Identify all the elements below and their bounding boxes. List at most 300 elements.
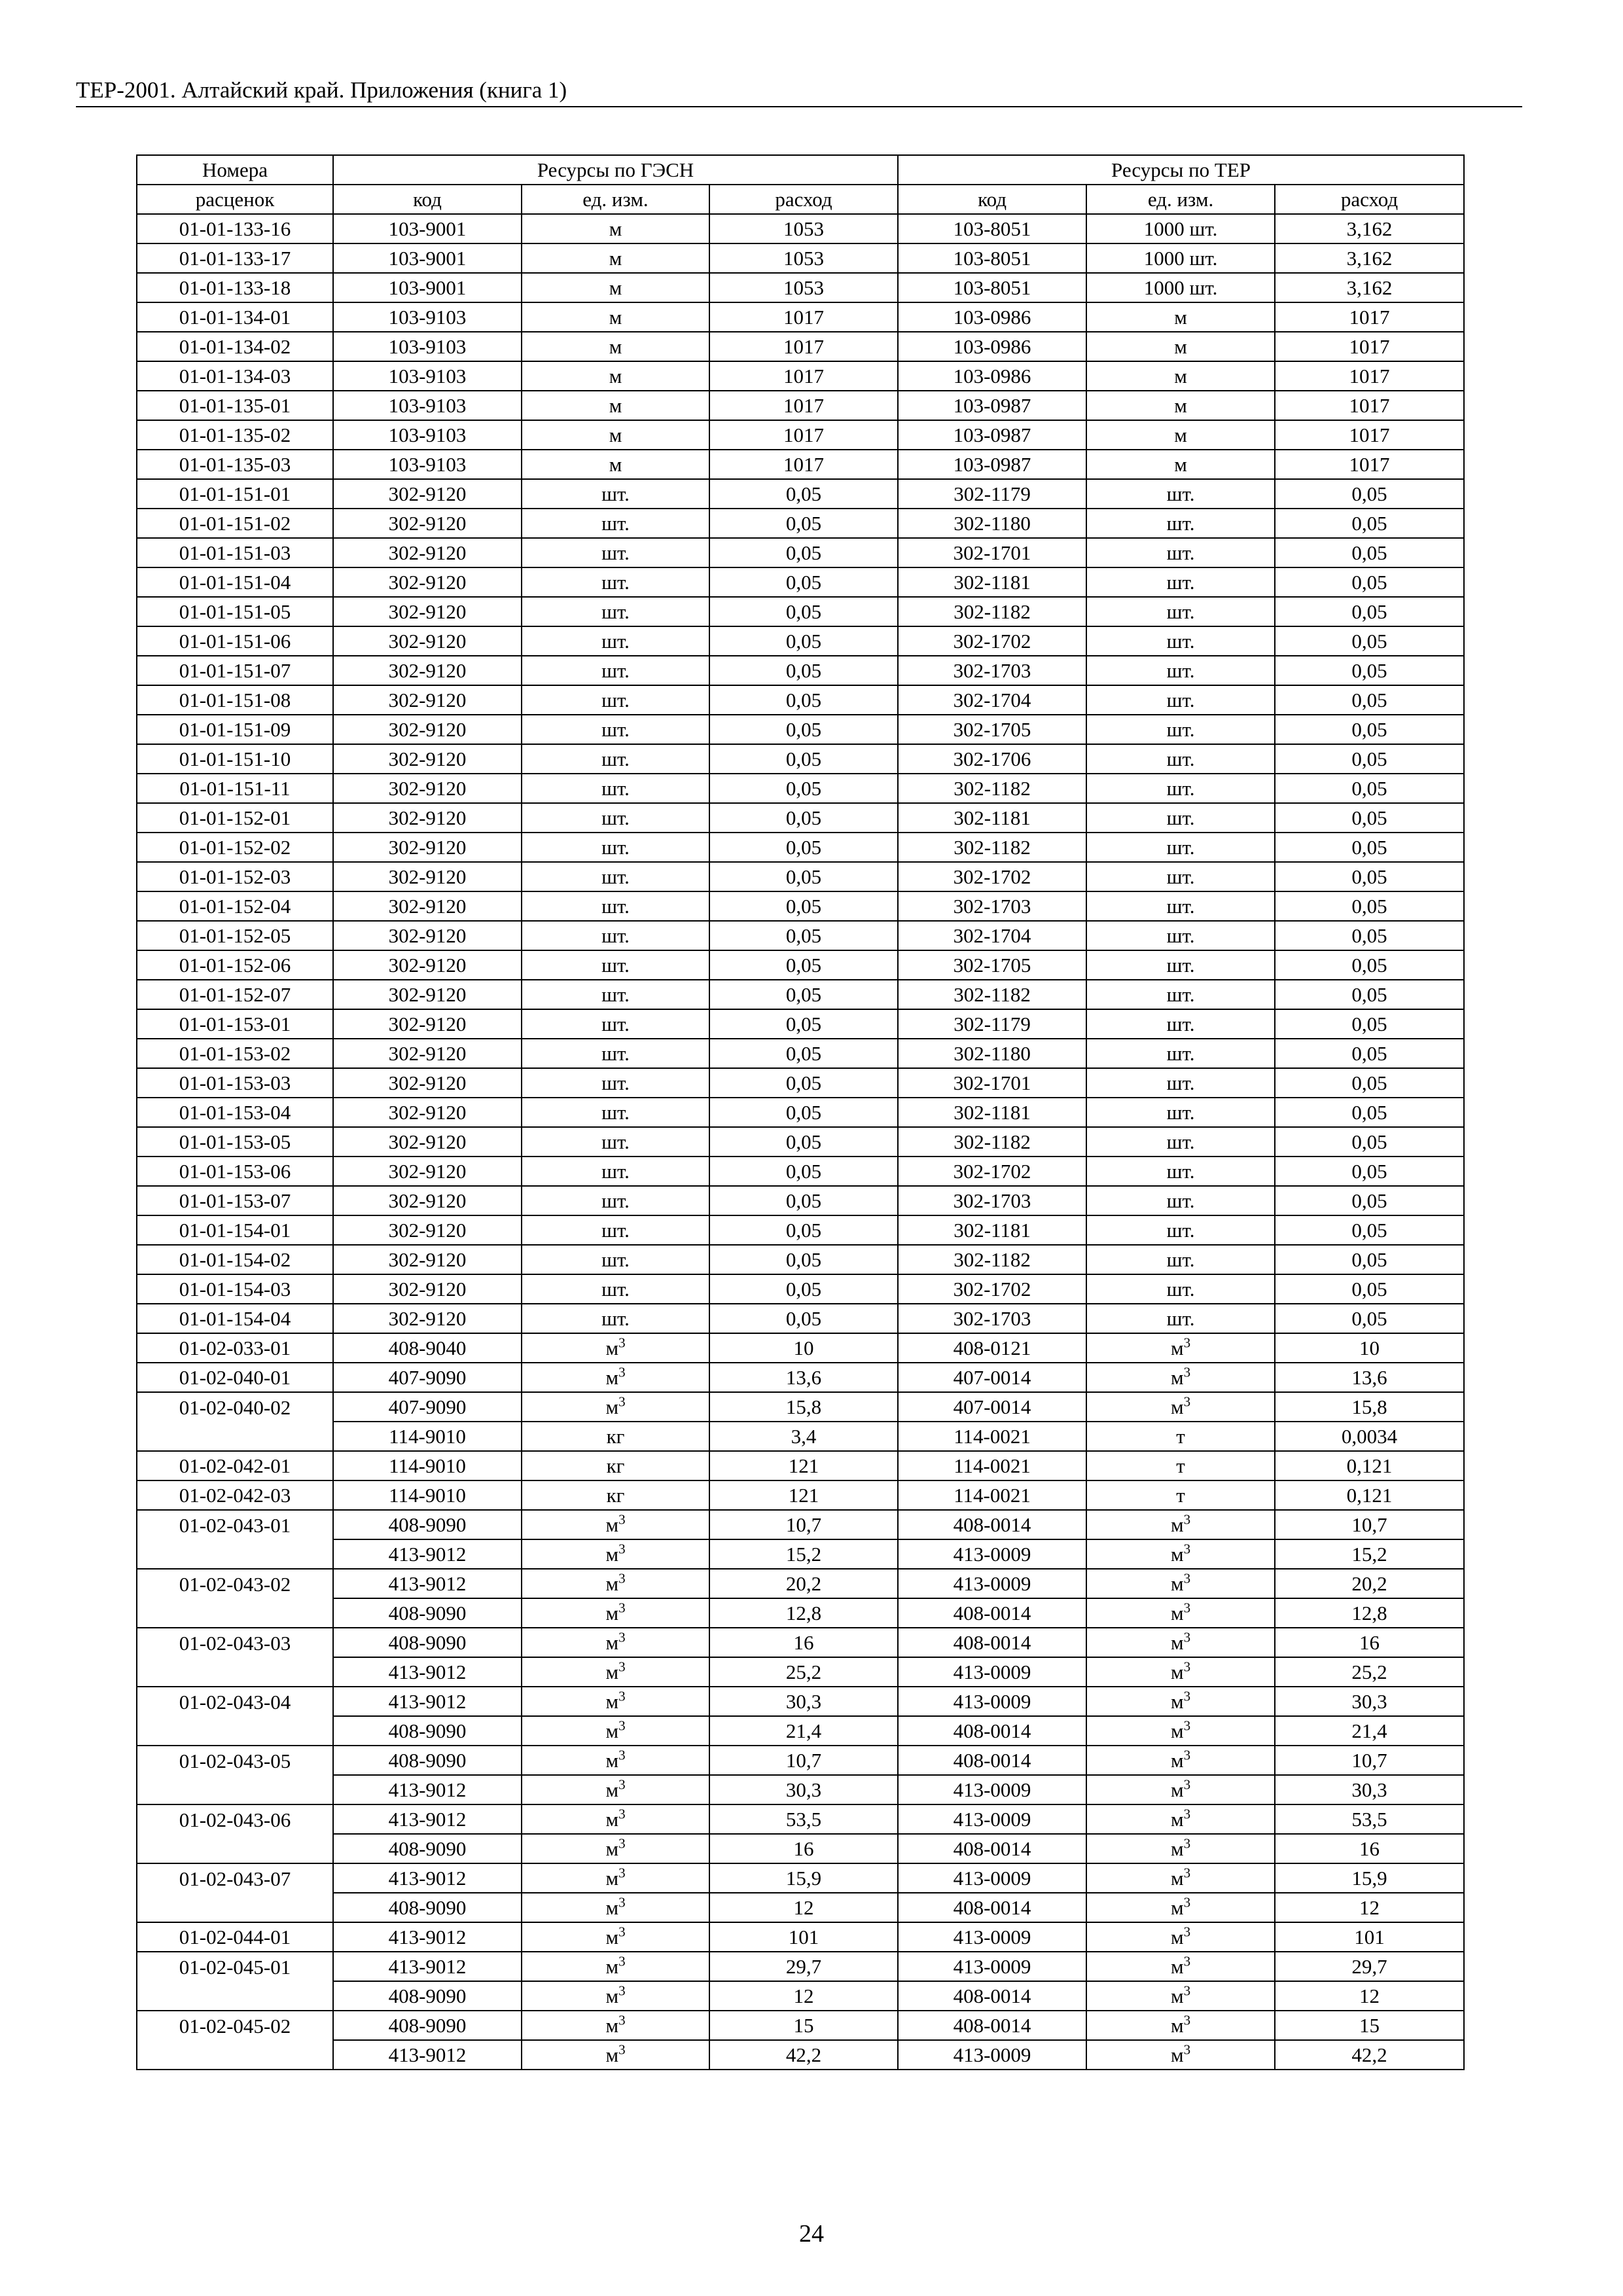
ter-amount-cell: 0,05 (1275, 656, 1464, 685)
gesn-unit-cell: $м^3$ (522, 1392, 709, 1422)
ter-code-header: код (898, 185, 1086, 214)
rate-number-cell: 01-02-042-03 (137, 1480, 333, 1510)
ter-unit-cell: шт. (1086, 921, 1275, 950)
ter-unit-cell: шт. (1086, 1098, 1275, 1127)
ter-unit-cell: шт. (1086, 774, 1275, 803)
gesn-amount-cell: 0,05 (709, 656, 898, 685)
table-row (137, 774, 1464, 803)
ter-unit-cell: м (1086, 450, 1275, 479)
gesn-unit-cell: шт. (522, 656, 709, 685)
ter-code-cell: 413-0009 (898, 1539, 1086, 1569)
ter-amount-cell: 0,05 (1275, 538, 1464, 567)
ter-amount-cell: 53,5 (1275, 1804, 1464, 1834)
ter-amount-cell: 0,05 (1275, 1215, 1464, 1245)
rate-number-cell: 01-01-152-05 (137, 921, 333, 950)
table-row (137, 567, 1464, 597)
gesn-amount-cell: 1017 (709, 391, 898, 420)
ter-unit-cell: $м^3$ (1086, 1539, 1275, 1569)
ter-unit-cell: $м^3$ (1086, 1363, 1275, 1392)
ter-code-cell: 408-0014 (898, 1834, 1086, 1863)
gesn-amount-cell: 0,05 (709, 597, 898, 626)
gesn-unit-cell: $м^3$ (522, 1598, 709, 1628)
table-row (137, 214, 1464, 243)
ter-amount-cell: 0,05 (1275, 1039, 1464, 1068)
table-row (137, 1746, 1464, 1775)
gesn-amount-cell: 0,05 (709, 1186, 898, 1215)
gesn-unit-cell: $м^3$ (522, 1687, 709, 1716)
gesn-code-cell: 103-9001 (333, 214, 522, 243)
ter-code-cell: 114-0021 (898, 1451, 1086, 1480)
gesn-unit-cell: шт. (522, 1039, 709, 1068)
ter-code-cell: 302-1182 (898, 597, 1086, 626)
gesn-code-cell: 302-9120 (333, 1186, 522, 1215)
ter-code-cell: 302-1179 (898, 1009, 1086, 1039)
gesn-amount-cell: 121 (709, 1480, 898, 1510)
ter-unit-cell: шт. (1086, 1245, 1275, 1274)
rate-number-cell (137, 1422, 333, 1451)
rate-number-cell: 01-01-153-01 (137, 1009, 333, 1039)
gesn-code-cell: 302-9120 (333, 715, 522, 744)
gesn-unit-cell: м (522, 214, 709, 243)
ter-amount-cell: 16 (1275, 1628, 1464, 1657)
ter-amount-cell: 0,05 (1275, 1157, 1464, 1186)
ter-unit-cell: шт. (1086, 685, 1275, 715)
table-row (137, 597, 1464, 626)
gesn-amount-cell: 0,05 (709, 744, 898, 774)
ter-code-cell: 408-0014 (898, 1746, 1086, 1775)
ter-amount-cell: 0,05 (1275, 774, 1464, 803)
ter-code-cell: 302-1181 (898, 567, 1086, 597)
ter-code-cell: 302-1701 (898, 1068, 1086, 1098)
gesn-code-cell: 302-9120 (333, 1304, 522, 1333)
gesn-amount-cell: 1017 (709, 302, 898, 332)
ter-amount-header: расход (1275, 185, 1464, 214)
gesn-amount-cell: 0,05 (709, 509, 898, 538)
gesn-unit-cell: $м^3$ (522, 1746, 709, 1775)
table-row (137, 509, 1464, 538)
table-row (137, 302, 1464, 332)
gesn-unit-cell: шт. (522, 1215, 709, 1245)
gesn-amount-cell: 10,7 (709, 1746, 898, 1775)
gesn-unit-cell: $м^3$ (522, 1628, 709, 1657)
gesn-amount-cell: 53,5 (709, 1804, 898, 1834)
gesn-code-cell: 302-9120 (333, 1245, 522, 1274)
ter-unit-cell: шт. (1086, 1039, 1275, 1068)
table-row (137, 1157, 1464, 1186)
ter-unit-cell: шт. (1086, 1274, 1275, 1304)
ter-unit-cell: шт. (1086, 803, 1275, 833)
gesn-code-cell: 408-9090 (333, 1893, 522, 1922)
rate-number-cell: 01-02-033-01 (137, 1333, 333, 1363)
table-row (137, 1834, 1464, 1863)
gesn-unit-cell: $м^3$ (522, 1922, 709, 1952)
ter-amount-cell: 0,05 (1275, 744, 1464, 774)
table-row (137, 1009, 1464, 1039)
gesn-code-cell: 408-9090 (333, 1628, 522, 1657)
ter-code-cell: 302-1182 (898, 833, 1086, 862)
gesn-unit-cell: $м^3$ (522, 2040, 709, 2070)
table-row (137, 685, 1464, 715)
rate-number-cell: 01-01-151-09 (137, 715, 333, 744)
rate-number-cell: 01-01-133-17 (137, 243, 333, 273)
gesn-amount-cell: 15,2 (709, 1539, 898, 1569)
ter-code-cell: 302-1702 (898, 862, 1086, 891)
table-header-row-1 (137, 155, 1464, 185)
rate-number-cell: 01-01-135-03 (137, 450, 333, 479)
ter-amount-cell: 3,162 (1275, 273, 1464, 302)
rate-number-cell (137, 1598, 333, 1628)
ter-code-cell: 413-0009 (898, 1952, 1086, 1981)
rate-number-cell: 01-02-040-01 (137, 1363, 333, 1392)
ter-code-cell: 302-1179 (898, 479, 1086, 509)
ter-unit-cell: $м^3$ (1086, 1333, 1275, 1363)
gesn-unit-cell: $м^3$ (522, 1893, 709, 1922)
ter-amount-cell: 0,05 (1275, 1304, 1464, 1333)
ter-amount-cell: 0,05 (1275, 685, 1464, 715)
rate-number-cell: 01-01-152-04 (137, 891, 333, 921)
ter-unit-cell: шт. (1086, 833, 1275, 862)
gesn-code-cell: 413-9012 (333, 1863, 522, 1893)
table-row (137, 1510, 1464, 1539)
table-row (137, 1392, 1464, 1422)
ter-amount-cell: 29,7 (1275, 1952, 1464, 1981)
gesn-amount-cell: 1053 (709, 214, 898, 243)
table-row (137, 744, 1464, 774)
gesn-amount-cell: 30,3 (709, 1687, 898, 1716)
ter-amount-cell: 0,121 (1275, 1451, 1464, 1480)
gesn-unit-cell: шт. (522, 626, 709, 656)
gesn-amount-cell: 0,05 (709, 1245, 898, 1274)
gesn-unit-cell: кг (522, 1422, 709, 1451)
table-row (137, 1333, 1464, 1363)
gesn-amount-cell: 1017 (709, 420, 898, 450)
gesn-amount-cell: 0,05 (709, 833, 898, 862)
gesn-amount-cell: 0,05 (709, 774, 898, 803)
gesn-unit-cell: шт. (522, 1009, 709, 1039)
ter-unit-cell: м (1086, 302, 1275, 332)
gesn-code-cell: 302-9120 (333, 538, 522, 567)
gesn-unit-cell: шт. (522, 1245, 709, 1274)
ter-code-cell: 302-1704 (898, 685, 1086, 715)
gesn-unit-cell: кг (522, 1451, 709, 1480)
gesn-code-cell: 408-9040 (333, 1333, 522, 1363)
gesn-code-cell: 413-9012 (333, 1657, 522, 1687)
ter-code-cell: 114-0021 (898, 1480, 1086, 1510)
gesn-code-cell: 408-9090 (333, 1510, 522, 1539)
ter-amount-cell: 1017 (1275, 420, 1464, 450)
ter-code-cell: 103-0987 (898, 420, 1086, 450)
gesn-unit-cell: шт. (522, 921, 709, 950)
gesn-unit-cell: $м^3$ (522, 1510, 709, 1539)
ter-amount-cell: 1017 (1275, 302, 1464, 332)
gesn-amount-cell: 0,05 (709, 1304, 898, 1333)
ter-code-cell: 408-0014 (898, 1893, 1086, 1922)
gesn-code-cell: 413-9012 (333, 2040, 522, 2070)
gesn-amount-cell: 1017 (709, 361, 898, 391)
gesn-code-cell: 302-9120 (333, 597, 522, 626)
ter-code-cell: 302-1705 (898, 950, 1086, 980)
ter-amount-cell: 0,05 (1275, 1098, 1464, 1127)
gesn-code-cell: 302-9120 (333, 774, 522, 803)
rate-number-cell: 01-01-153-07 (137, 1186, 333, 1215)
ter-amount-cell: 30,3 (1275, 1687, 1464, 1716)
ter-code-cell: 103-0986 (898, 332, 1086, 361)
table-row (137, 1422, 1464, 1451)
ter-unit-cell: шт. (1086, 1157, 1275, 1186)
gesn-amount-cell: 0,05 (709, 803, 898, 833)
ter-amount-cell: 0,05 (1275, 597, 1464, 626)
ter-amount-cell: 25,2 (1275, 1657, 1464, 1687)
gesn-amount-cell: 16 (709, 1834, 898, 1863)
ter-unit-cell: шт. (1086, 538, 1275, 567)
ter-code-cell: 408-0014 (898, 1628, 1086, 1657)
header-rule (76, 106, 1522, 107)
gesn-amount-cell: 0,05 (709, 862, 898, 891)
ter-amount-cell: 15,2 (1275, 1539, 1464, 1569)
rate-number-cell: 01-01-151-03 (137, 538, 333, 567)
ter-unit-cell: $м^3$ (1086, 1952, 1275, 1981)
rate-number-cell: 01-01-153-02 (137, 1039, 333, 1068)
gesn-code-cell: 413-9012 (333, 1687, 522, 1716)
ter-code-cell: 302-1182 (898, 1245, 1086, 1274)
ter-amount-cell: 15,9 (1275, 1863, 1464, 1893)
rate-number-cell: 01-01-152-07 (137, 980, 333, 1009)
ter-code-cell: 407-0014 (898, 1363, 1086, 1392)
table-row (137, 1039, 1464, 1068)
rate-number-cell: 01-02-043-01 (137, 1510, 333, 1539)
ter-amount-cell: 15 (1275, 2011, 1464, 2040)
gesn-code-cell: 413-9012 (333, 1775, 522, 1804)
rate-number-cell (137, 1834, 333, 1863)
gesn-code-cell: 302-9120 (333, 685, 522, 715)
gesn-amount-cell: 12 (709, 1981, 898, 2011)
ter-unit-cell: м (1086, 420, 1275, 450)
gesn-code-cell: 103-9103 (333, 391, 522, 420)
table-row (137, 1687, 1464, 1716)
rate-number-cell: 01-01-135-02 (137, 420, 333, 450)
gesn-unit-cell: шт. (522, 538, 709, 567)
gesn-code-cell: 302-9120 (333, 862, 522, 891)
ter-unit-cell: шт. (1086, 1127, 1275, 1157)
ter-unit-cell: шт. (1086, 891, 1275, 921)
rate-number-cell: 01-01-151-11 (137, 774, 333, 803)
ter-amount-cell: 13,6 (1275, 1363, 1464, 1392)
rate-number-cell (137, 1716, 333, 1746)
ter-amount-cell: 0,05 (1275, 1068, 1464, 1098)
table-row (137, 1127, 1464, 1157)
ter-amount-cell: 0,0034 (1275, 1422, 1464, 1451)
rate-number-cell: 01-01-152-02 (137, 833, 333, 862)
table-row (137, 803, 1464, 833)
ter-unit-cell: $м^3$ (1086, 1392, 1275, 1422)
table-row (137, 862, 1464, 891)
table-row (137, 1981, 1464, 2011)
table-row (137, 626, 1464, 656)
table-row (137, 1657, 1464, 1687)
ter-amount-cell: 0,05 (1275, 803, 1464, 833)
table-row (137, 1893, 1464, 1922)
table-row (137, 361, 1464, 391)
gesn-code-cell: 302-9120 (333, 567, 522, 597)
gesn-unit-cell: шт. (522, 1068, 709, 1098)
ter-code-cell: 302-1180 (898, 1039, 1086, 1068)
gesn-code-cell: 408-9090 (333, 1716, 522, 1746)
rate-number-cell: 01-01-153-04 (137, 1098, 333, 1127)
gesn-unit-cell: м (522, 361, 709, 391)
ter-amount-cell: 0,05 (1275, 950, 1464, 980)
table-row (137, 538, 1464, 567)
gesn-code-cell: 302-9120 (333, 479, 522, 509)
rate-number-cell: 01-01-133-18 (137, 273, 333, 302)
rate-number-cell: 01-01-153-06 (137, 1157, 333, 1186)
gesn-amount-cell: 20,2 (709, 1569, 898, 1598)
rate-number-cell: 01-01-134-02 (137, 332, 333, 361)
rate-number-cell (137, 1657, 333, 1687)
gesn-amount-cell: 0,05 (709, 1068, 898, 1098)
rate-number-cell: 01-02-043-03 (137, 1628, 333, 1657)
gesn-amount-cell: 10,7 (709, 1510, 898, 1539)
gesn-amount-cell: 1017 (709, 450, 898, 479)
table-row (137, 1098, 1464, 1127)
gesn-code-cell: 302-9120 (333, 833, 522, 862)
gesn-unit-cell: шт. (522, 774, 709, 803)
gesn-code-cell: 103-9103 (333, 450, 522, 479)
gesn-amount-cell: 0,05 (709, 626, 898, 656)
ter-amount-cell: 0,05 (1275, 980, 1464, 1009)
gesn-unit-cell: $м^3$ (522, 1775, 709, 1804)
rate-number-cell: 01-01-133-16 (137, 214, 333, 243)
ter-code-cell: 413-0009 (898, 1687, 1086, 1716)
gesn-amount-cell: 0,05 (709, 1157, 898, 1186)
gesn-unit-cell: шт. (522, 1304, 709, 1333)
rate-number-cell: 01-01-151-01 (137, 479, 333, 509)
gesn-code-cell: 103-9103 (333, 420, 522, 450)
rate-number-cell: 01-01-151-06 (137, 626, 333, 656)
table-row (137, 1716, 1464, 1746)
ter-unit-cell: $м^3$ (1086, 1863, 1275, 1893)
gesn-unit-cell: $м^3$ (522, 2011, 709, 2040)
resources-table (136, 154, 1465, 2070)
ter-unit-cell: шт. (1086, 744, 1275, 774)
ter-unit-cell: $м^3$ (1086, 1804, 1275, 1834)
gesn-code-cell: 302-9120 (333, 744, 522, 774)
ter-amount-cell: 21,4 (1275, 1716, 1464, 1746)
gesn-amount-cell: 0,05 (709, 567, 898, 597)
table-row (137, 833, 1464, 862)
ter-unit-cell: 1000 шт. (1086, 243, 1275, 273)
ter-unit-cell: шт. (1086, 597, 1275, 626)
gesn-code-cell: 408-9090 (333, 1746, 522, 1775)
gesn-code-cell: 413-9012 (333, 1952, 522, 1981)
ter-unit-cell: шт. (1086, 567, 1275, 597)
ter-amount-cell: 0,05 (1275, 1127, 1464, 1157)
gesn-code-cell: 413-9012 (333, 1804, 522, 1834)
ter-code-cell: 114-0021 (898, 1422, 1086, 1451)
table-row (137, 1186, 1464, 1215)
gesn-unit-cell: шт. (522, 1274, 709, 1304)
table-row (137, 1804, 1464, 1834)
ter-code-cell: 408-0014 (898, 1981, 1086, 2011)
ter-amount-cell: 1017 (1275, 391, 1464, 420)
gesn-unit-cell: шт. (522, 744, 709, 774)
rate-number-cell: 01-01-152-03 (137, 862, 333, 891)
ter-code-cell: 103-0987 (898, 450, 1086, 479)
gesn-amount-cell: 0,05 (709, 685, 898, 715)
gesn-amount-cell: 29,7 (709, 1952, 898, 1981)
ter-amount-cell: 1017 (1275, 450, 1464, 479)
rate-number-cell (137, 1775, 333, 1804)
table-row (137, 420, 1464, 450)
ter-code-cell: 413-0009 (898, 1863, 1086, 1893)
ter-amount-cell: 0,05 (1275, 921, 1464, 950)
gesn-unit-cell: кг (522, 1480, 709, 1510)
ter-code-cell: 302-1702 (898, 1157, 1086, 1186)
table-row (137, 950, 1464, 980)
ter-code-cell: 302-1181 (898, 1098, 1086, 1127)
ter-unit-cell: м (1086, 391, 1275, 420)
ter-code-cell: 103-8051 (898, 273, 1086, 302)
ter-code-cell: 302-1181 (898, 803, 1086, 833)
gesn-code-cell: 413-9012 (333, 1539, 522, 1569)
ter-amount-cell: 42,2 (1275, 2040, 1464, 2070)
table-row (137, 1569, 1464, 1598)
rate-number-cell: 01-01-135-01 (137, 391, 333, 420)
table-row (137, 332, 1464, 361)
rate-number-cell (137, 1539, 333, 1569)
table-row (137, 479, 1464, 509)
rate-number-cell: 01-02-045-01 (137, 1952, 333, 1981)
ter-code-cell: 407-0014 (898, 1392, 1086, 1422)
ter-unit-cell: шт. (1086, 479, 1275, 509)
gesn-unit-cell: шт. (522, 715, 709, 744)
gesn-unit-cell: м (522, 420, 709, 450)
ter-unit-cell: шт. (1086, 715, 1275, 744)
table-row (137, 921, 1464, 950)
ter-unit-cell: $м^3$ (1086, 1628, 1275, 1657)
gesn-code-cell: 302-9120 (333, 656, 522, 685)
ter-code-cell: 408-0014 (898, 1510, 1086, 1539)
gesn-amount-cell: 42,2 (709, 2040, 898, 2070)
rate-number-cell: 01-01-153-05 (137, 1127, 333, 1157)
gesn-amount-cell: 30,3 (709, 1775, 898, 1804)
rates-header-top: Номера (137, 155, 333, 185)
ter-code-cell: 408-0121 (898, 1333, 1086, 1363)
rate-number-cell: 01-02-043-07 (137, 1863, 333, 1893)
rate-number-cell: 01-01-154-04 (137, 1304, 333, 1333)
gesn-unit-cell: $м^3$ (522, 1981, 709, 2011)
rate-number-cell: 01-01-151-02 (137, 509, 333, 538)
ter-amount-cell: 0,05 (1275, 1245, 1464, 1274)
rate-number-cell: 01-01-151-08 (137, 685, 333, 715)
ter-amount-cell: 0,05 (1275, 891, 1464, 921)
ter-amount-cell: 1017 (1275, 361, 1464, 391)
rate-number-cell: 01-02-042-01 (137, 1451, 333, 1480)
ter-unit-cell: $м^3$ (1086, 1922, 1275, 1952)
ter-code-cell: 302-1180 (898, 509, 1086, 538)
ter-unit-cell: шт. (1086, 1009, 1275, 1039)
rate-number-cell: 01-02-043-02 (137, 1569, 333, 1598)
rate-number-cell: 01-01-151-07 (137, 656, 333, 685)
gesn-unit-cell: м (522, 450, 709, 479)
ter-amount-cell: 0,05 (1275, 479, 1464, 509)
ter-unit-cell: шт. (1086, 1068, 1275, 1098)
ter-amount-cell: 0,05 (1275, 626, 1464, 656)
table-row (137, 1068, 1464, 1098)
ter-code-cell: 408-0014 (898, 1598, 1086, 1628)
ter-unit-cell: шт. (1086, 1304, 1275, 1333)
gesn-code-cell: 408-9090 (333, 1981, 522, 2011)
ter-code-cell: 413-0009 (898, 1775, 1086, 1804)
